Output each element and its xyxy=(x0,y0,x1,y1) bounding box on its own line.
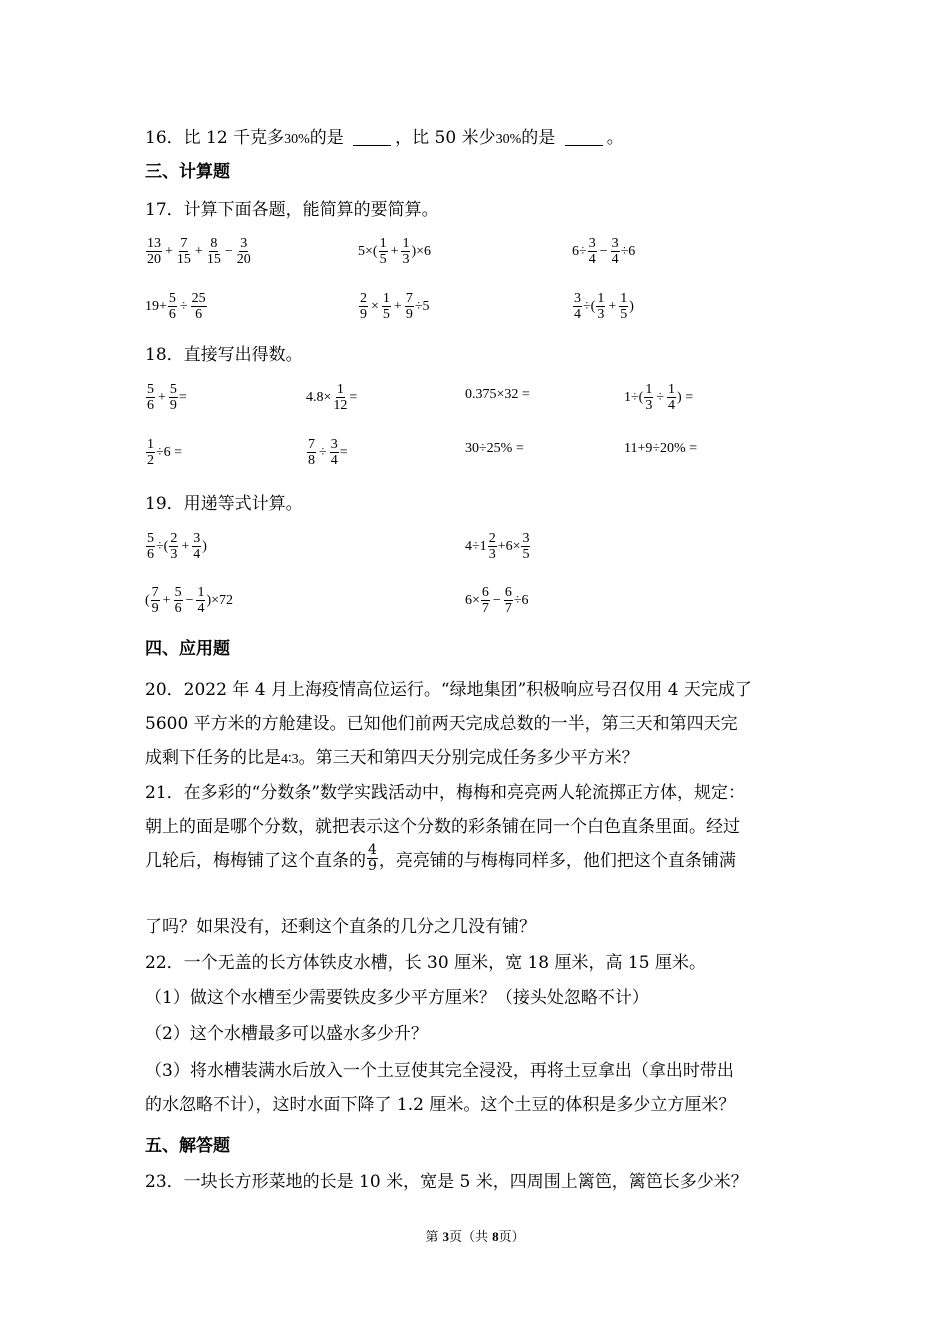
q19-expression-4: 6× $\frac{6}{7}$ − $\frac{6}{7}$ ÷6 xyxy=(465,585,529,616)
exam-page: 16．比 12 千克多30%的是 ，比 50 米少30%的是 。 三、计算题 17．计算下面各题，能简算的要简算。 13 20 + $\frac{7}{15}$ + $\frac{8}{15}$ − $\frac{3}{20}$ 5×( 1 5 + $\frac{1}{3}$ )×6 6÷ $\frac{3}{4}$ − $\frac{3}{4}$ ÷6 19+ $\frac{5}{6}$ ÷ $\frac{25}{6}$ $\frac{2}{9}$ × $\frac{1}{5}$ + $\frac{7}{9}$ ÷5 $\frac{3}{4}$ ÷( 1 3 + $\frac{1}{5}$ ) 18．直接写出得数。 5 6 + $\frac{5}{9}$ = 4.8× $\frac{1}{12}$ = 0.375×32 = 1÷( $\frac{1}{3}$ ÷ $\frac{1}{4}$ ) = $\frac{1}{2}$ ÷6 = $\frac{7}{8}$ ÷ $\frac{3}{4}$ = 30÷25% = 11+9÷20% = 19．用递等式计算。 $\frac{5}{6}$ ÷( 2 3 + $\frac{3}{4}$ ) 4÷1 2 3 +6× $\frac{3}{5}$ ( 7 9 + $\frac{5}{6}$ − $\frac{1}{4}$ )×72 6× $\frac{6}{7}$ − $\frac{6}{7}$ ÷6 四、应用题 20．2022 年 4 月上海疫情高位运行。“绿地集团”积极响应号召仅用 4 天完成了 5600 平方米的方舱建设。已知他们前两天完成总数的一半，第三天和第四天完 成剩下任务的比是4∶3。第三天和第四天分别完成任务多少平方米？ 21．在多彩的“分数条”数学实践活动中，梅梅和亮亮两人轮流掷正方体，规定： 朝上的面是哪个分数，就把表示这个分数的彩条铺在同一个白色直条里面。经过 几轮后，梅梅铺了这个直条的 4 9 ，亮亮铺的与梅梅同样多，他们把这个直条铺满 了吗？如果没有，还剩这个直条的几分之几没有铺？ 22．一个无盖的长方体铁皮水槽，长 30 厘米，宽 18 厘米，高 15 厘米。 （1）做这个水槽至少需要铁皮多少平方厘米？（接头处忽略不计） （2）这个水槽最多可以盛水多少升？ （3）将水槽装满水后放入一个土豆使其完全浸没，再将土豆拿出（拿出时带出 的水忽略不计），这时水面下降了 1.2 厘米。这个土豆的体积是多少立方厘米？ 五、解答题 23．一块长方形菜地的长是 10 米，宽是 5 米，四周围上篱笆，篱笆长多少米？ 第 3页（共 8页） xyxy=(0,0,950,1344)
q18-expression-5: $\frac{1}{2}$ ÷6 = xyxy=(147,437,183,468)
question-19-title: 19．用递等式计算。 xyxy=(145,494,303,514)
q18-expression-2: 4.8× $\frac{1}{12}$ = xyxy=(306,382,358,413)
q19-expression-2: 4÷1 2 3 +6× $\frac{3}{5}$ xyxy=(465,531,530,562)
page-footer: 第 3页（共 8页） xyxy=(425,1229,525,1245)
q18-expression-8: 11+9÷20% = xyxy=(624,441,698,456)
q17-expression-2: 5×( 1 5 + $\frac{1}{3}$ )×6 xyxy=(358,236,432,267)
answer-blank-2 xyxy=(565,129,603,146)
q18-expression-3: 0.375×32 = xyxy=(465,387,530,402)
question-23: 23．一块长方形菜地的长是 10 米，宽是 5 米，四周围上篱笆，篱笆长多少米？ xyxy=(145,1172,748,1192)
q18-expression-4: 1÷( $\frac{1}{3}$ ÷ $\frac{1}{4}$ ) = xyxy=(624,382,694,413)
answer-blank-1 xyxy=(353,129,391,146)
section-3-heading: 三、计算题 xyxy=(145,162,230,182)
q17-expression-1: 13 20 + $\frac{7}{15}$ + $\frac{8}{15}$ − $\frac{3}{20}$ xyxy=(147,236,251,267)
q17-expression-5: $\frac{2}{9}$ × $\frac{1}{5}$ + $\frac{7}{9}$ ÷5 xyxy=(360,291,430,322)
q19-expression-1: $\frac{5}{6}$ ÷( 2 3 + $\frac{3}{4}$ ) xyxy=(147,531,207,562)
fraction-four-ninths: 4 9 xyxy=(368,841,377,874)
question-16: 16．比 12 千克多30%的是 ，比 50 米少30%的是 。 xyxy=(145,128,624,148)
q17-expression-3: 6÷ $\frac{3}{4}$ − $\frac{3}{4}$ ÷6 xyxy=(572,236,636,267)
q18-expression-1: 5 6 + $\frac{5}{9}$ = xyxy=(147,382,187,413)
q19-expression-3: ( 7 9 + $\frac{5}{6}$ − $\frac{1}{4}$ )×72 xyxy=(145,585,234,616)
question-17-title: 17．计算下面各题，能简算的要简算。 xyxy=(145,200,439,220)
question-18-title: 18．直接写出得数。 xyxy=(145,345,303,365)
q18-expression-6: $\frac{7}{8}$ ÷ $\frac{3}{4}$ = xyxy=(308,437,348,468)
q18-expression-7: 30÷25% = xyxy=(465,441,524,456)
q17-expression-6: $\frac{3}{4}$ ÷( 1 3 + $\frac{1}{5}$ ) xyxy=(574,291,634,322)
q17-expression-4: 19+ $\frac{5}{6}$ ÷ $\frac{25}{6}$ xyxy=(145,291,206,322)
section-4-heading: 四、应用题 xyxy=(145,639,230,659)
section-5-heading: 五、解答题 xyxy=(145,1136,230,1156)
